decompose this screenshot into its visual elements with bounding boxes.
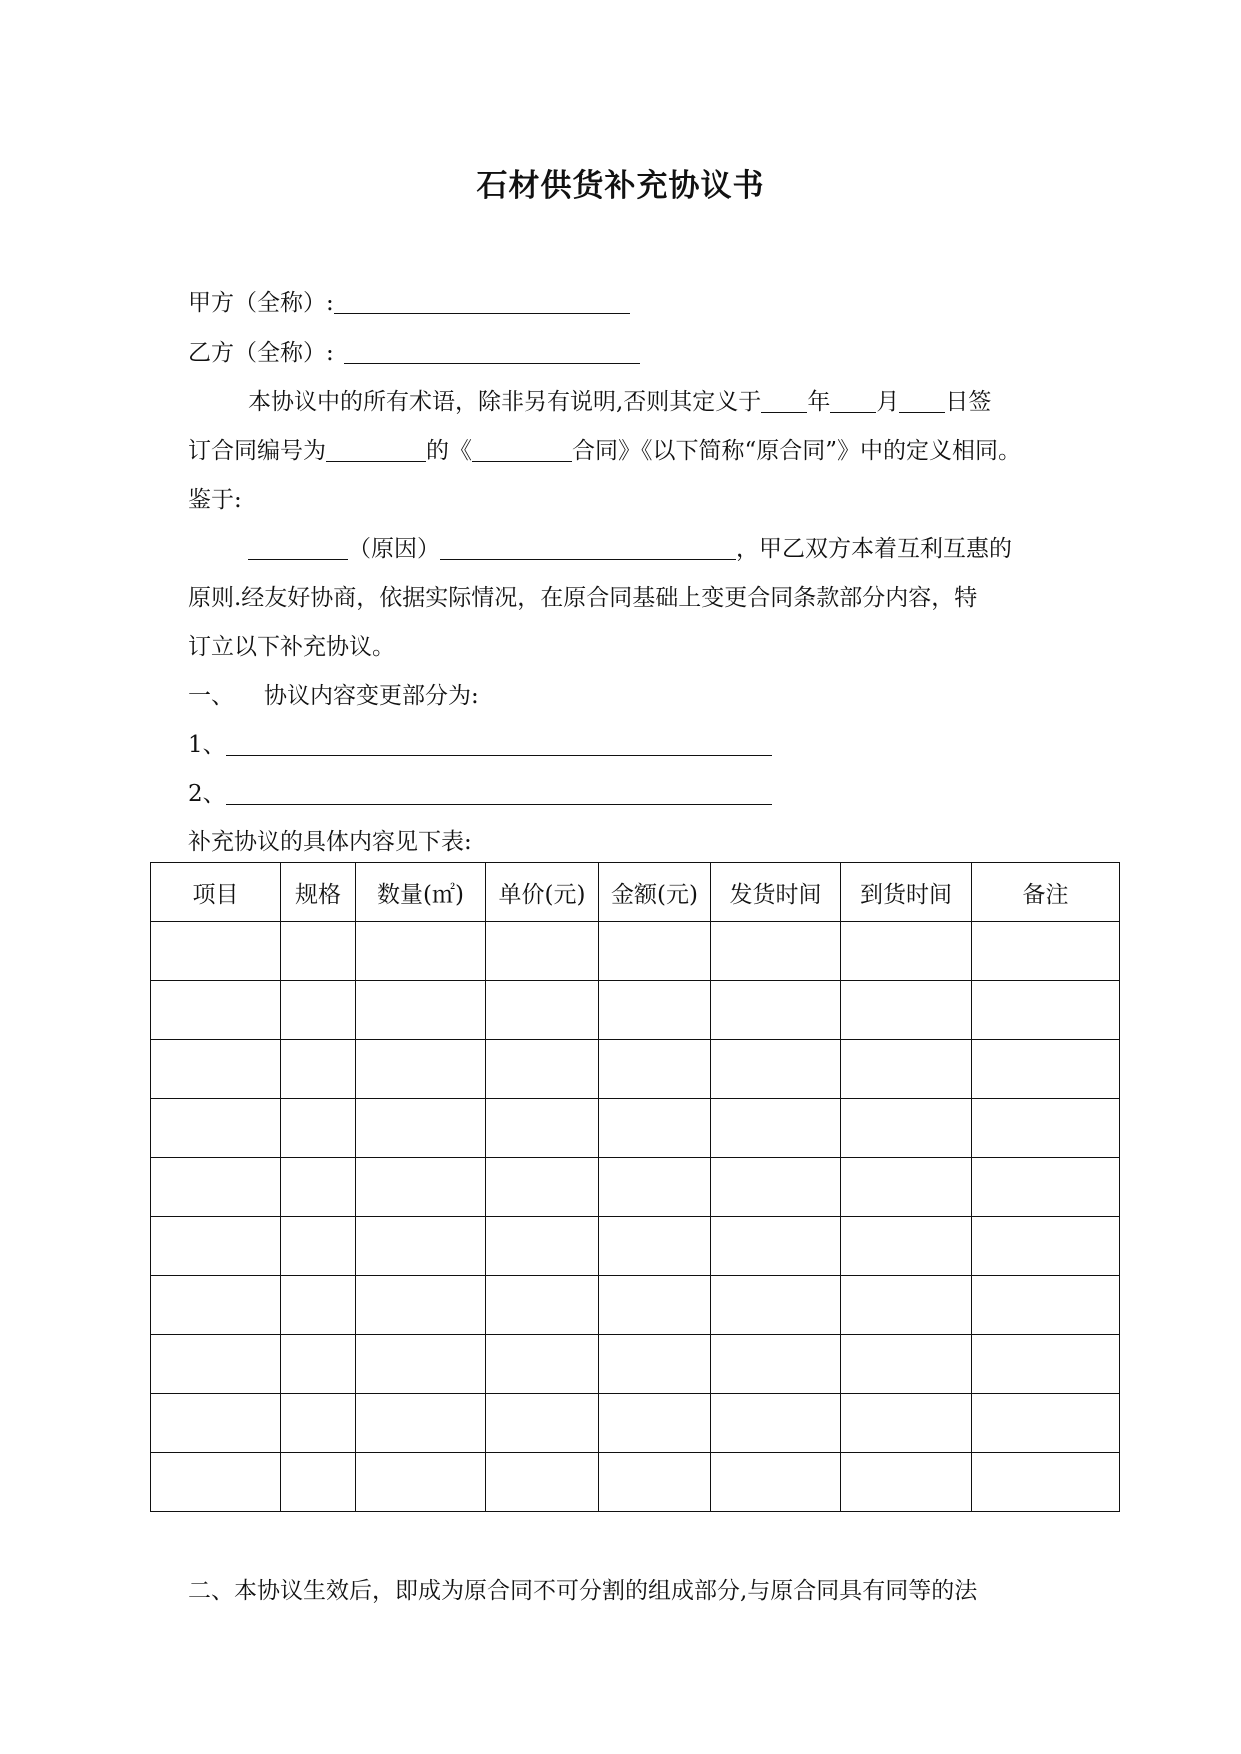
table-cell [841,1099,972,1158]
table-cell [599,981,711,1040]
table-cell [281,1040,356,1099]
table-cell [281,1453,356,1512]
table-row [151,981,1120,1040]
table-cell [711,1158,841,1217]
table-cell [356,1276,486,1335]
table-cell [151,981,281,1040]
table-cell [486,981,599,1040]
col-header-quantity: 数量(㎡) [356,863,486,922]
col-header-remarks: 备注 [972,863,1120,922]
col-header-unit-price: 单价(元) [486,863,599,922]
table-row [151,1453,1120,1512]
change-item-2 [188,779,772,809]
table-cell [841,981,972,1040]
table-cell [711,922,841,981]
date-month-blank [830,388,876,413]
table-cell [841,1158,972,1217]
reason-blank-1 [248,535,348,560]
contract-name-open: 的《 [426,438,472,464]
table-cell [151,1217,281,1276]
principle-line: 原则.经友好协商，依据实际情况，在原合同基础上变更合同条款部分内容，特 [188,585,978,611]
col-header-arrival-time: 到货时间 [841,863,972,922]
table-cell [356,922,486,981]
table-cell [711,981,841,1040]
table-cell [281,1394,356,1453]
table-cell [972,981,1120,1040]
definitions-line-2 [188,436,1021,466]
table-cell [151,922,281,981]
table-cell [356,1217,486,1276]
table-cell [151,1453,281,1512]
table-intro: 补充协议的具体内容见下表: [188,829,472,855]
table-cell [281,981,356,1040]
table-cell [972,922,1120,981]
table-cell [972,1040,1120,1099]
table-cell [486,1453,599,1512]
table-cell [711,1217,841,1276]
table-cell [841,922,972,981]
section-1-text: 协议内容变更部分为: [264,683,479,709]
table-cell [356,1099,486,1158]
table-cell [281,922,356,981]
table-cell [356,1040,486,1099]
contract-name-blank [472,437,572,462]
table-cell [711,1099,841,1158]
table-cell [711,1335,841,1394]
document-title: 石材供货补充协议书 [476,168,765,204]
section-1-number: 一、 [188,683,234,709]
table-cell [281,1276,356,1335]
table-cell [356,1158,486,1217]
table-row [151,1099,1120,1158]
table-cell [281,1158,356,1217]
table-cell [151,1099,281,1158]
table-cell [599,1099,711,1158]
table-row [151,1276,1120,1335]
table-row [151,1040,1120,1099]
day-label: 日签 [945,389,992,415]
table-cell [972,1453,1120,1512]
definitions-line-1 [248,387,991,417]
table-cell [151,1335,281,1394]
table-cell [486,1099,599,1158]
table-cell [486,1040,599,1099]
table-cell [356,981,486,1040]
table-cell [711,1394,841,1453]
change-item-1-blank [226,731,772,756]
whereas-label: 鉴于: [188,487,242,513]
col-header-item: 项目 [151,863,281,922]
table-row [151,1217,1120,1276]
definitions-text: 本协议中的所有术语，除非另有说明,否则其定义于 [248,389,762,415]
party-a-line [188,288,630,318]
table-cell [486,1276,599,1335]
change-item-2-blank [226,780,772,805]
table-row [151,1394,1120,1453]
table-cell [599,1394,711,1453]
table-cell [151,1158,281,1217]
agreement-line: 订立以下补充协议。 [188,634,395,660]
party-a-blank [334,289,630,314]
change-item-1 [188,730,772,760]
table-cell [599,922,711,981]
table-cell [151,1276,281,1335]
table-cell [599,1040,711,1099]
table-cell [356,1335,486,1394]
section-1-heading [188,681,479,711]
reason-label: （原因） [348,536,440,562]
table-body [151,922,1120,1512]
reason-blank-2 [440,535,736,560]
table-cell [841,1276,972,1335]
table-cell [841,1453,972,1512]
table-cell [711,1453,841,1512]
contract-number-label: 订合同编号为 [188,438,326,464]
table-cell [841,1040,972,1099]
table-cell [599,1217,711,1276]
reason-line [248,534,1012,564]
table-cell [151,1394,281,1453]
table-row [151,1335,1120,1394]
table-cell [281,1099,356,1158]
supplement-table [150,862,1120,1512]
table-cell [486,1394,599,1453]
table-cell [599,1335,711,1394]
year-label: 年 [807,389,831,415]
section-2-text: 二、本协议生效后，即成为原合同不可分割的组成部分,与原合同具有同等的法 [188,1578,978,1604]
col-header-ship-time: 发货时间 [711,863,841,922]
contract-name-close: 合同》《以下简称“原合同”》中的定义相同。 [572,438,1022,464]
table-cell [972,1158,1120,1217]
table-row [151,1158,1120,1217]
table-cell [151,1040,281,1099]
table-cell [486,1217,599,1276]
table-cell [841,1335,972,1394]
table-cell [281,1335,356,1394]
table-cell [972,1394,1120,1453]
party-b-line [188,338,640,368]
table-cell [972,1276,1120,1335]
table-cell [356,1394,486,1453]
table-row [151,922,1120,981]
date-day-blank [899,388,945,413]
table-cell [972,1335,1120,1394]
date-year-blank [761,388,807,413]
col-header-spec: 规格 [281,863,356,922]
table-cell [599,1158,711,1217]
table-cell [972,1099,1120,1158]
table-cell [972,1217,1120,1276]
table-cell [486,1335,599,1394]
table-cell [486,1158,599,1217]
table-cell [841,1394,972,1453]
table-cell [711,1276,841,1335]
party-b-label: 乙方（全称）: [188,340,334,366]
change-item-1-number: 1、 [188,732,226,758]
contract-number-blank [326,437,426,462]
table-cell [486,922,599,981]
month-label: 月 [876,389,900,415]
reason-text-end: ，甲乙双方本着互利互惠的 [736,536,1012,562]
col-header-amount: 金额(元) [599,863,711,922]
change-item-2-number: 2、 [188,781,226,807]
table-cell [281,1217,356,1276]
table-cell [841,1217,972,1276]
table-cell [599,1276,711,1335]
table-cell [599,1453,711,1512]
table-cell [356,1453,486,1512]
table-cell [711,1040,841,1099]
table-header-row [151,863,1120,922]
party-a-label: 甲方（全称）: [188,290,334,316]
party-b-blank [344,339,640,364]
